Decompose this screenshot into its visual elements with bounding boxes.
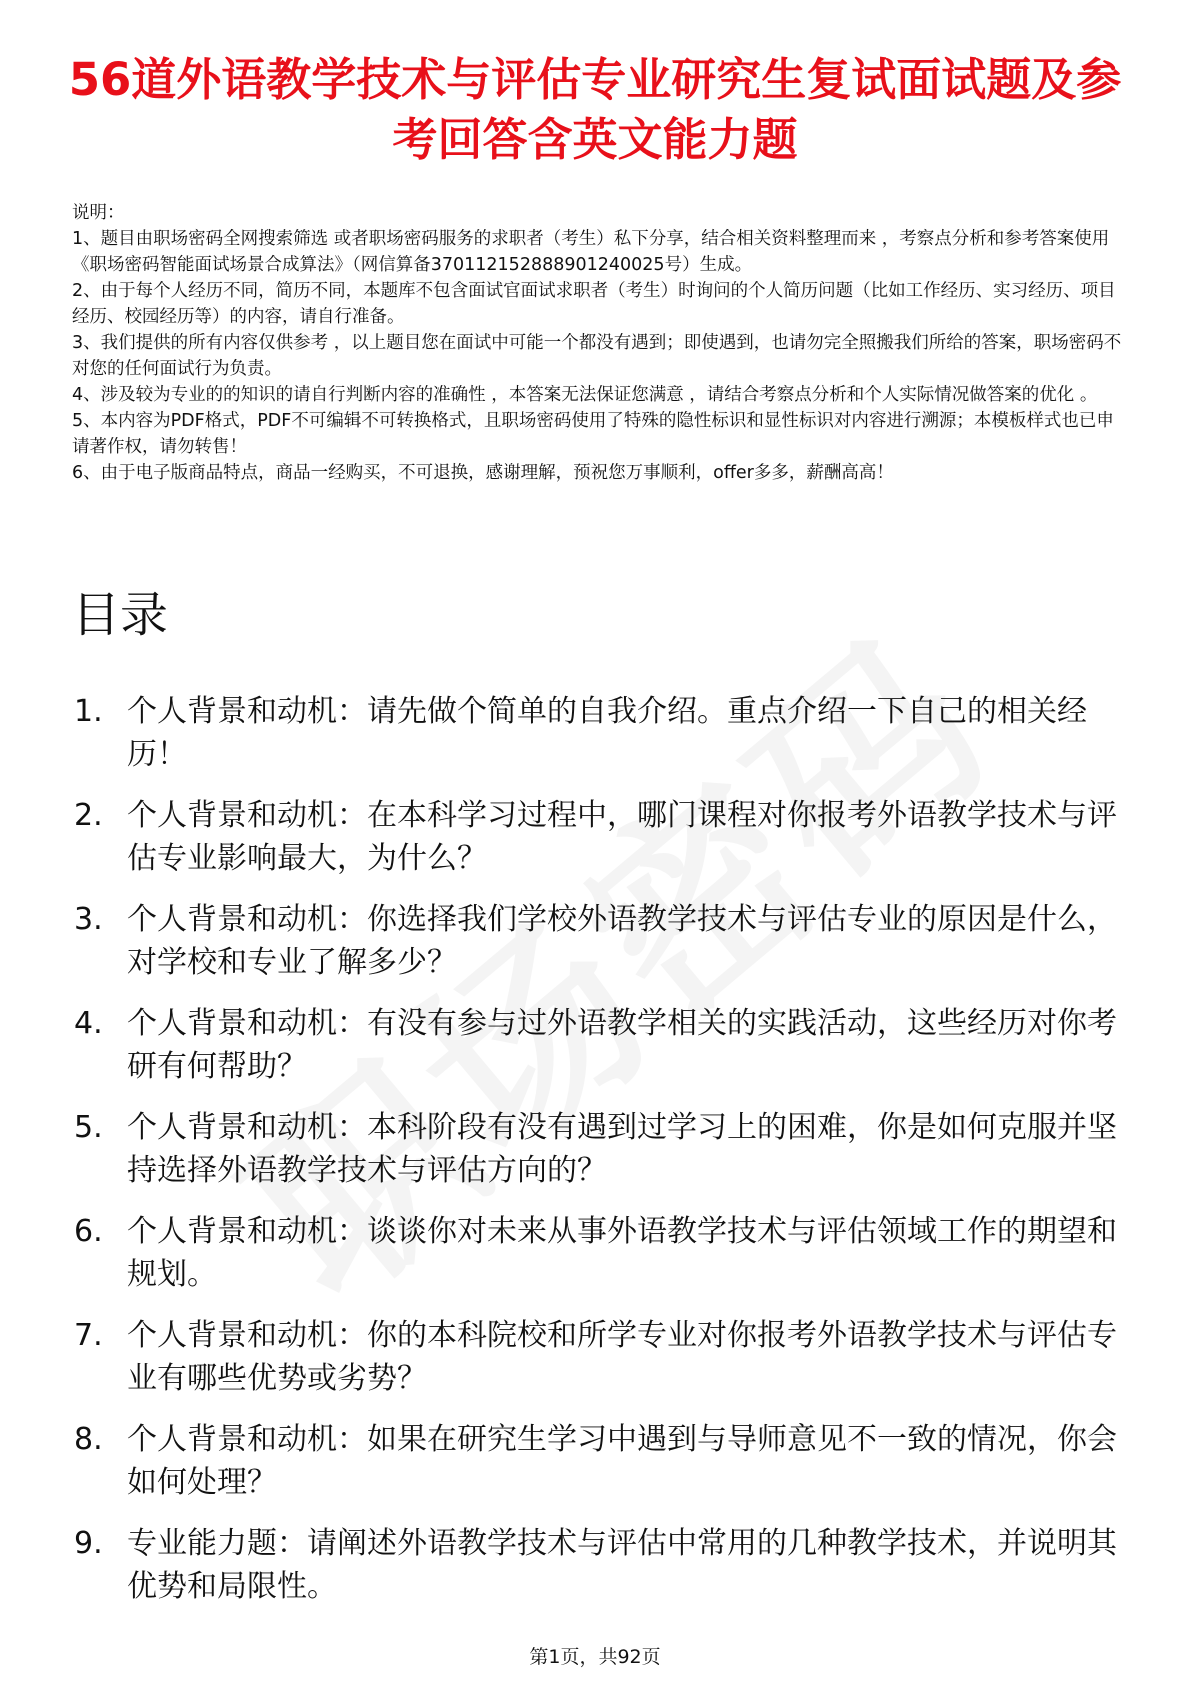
- toc-item[interactable]: [72, 794, 1132, 880]
- toc-item-number: 1.: [74, 694, 103, 729]
- toc-item-number: 5.: [74, 1110, 103, 1145]
- toc-item[interactable]: [72, 1210, 1132, 1296]
- toc-item-number: 8.: [74, 1422, 103, 1457]
- toc-item-text: 个人背景和动机：本科阶段有没有遇到过学习上的困难，你是如何克服并坚持选择外语教学技术与评估方向的？: [127, 1110, 1117, 1188]
- instruction-item-6: 6、由于电子版商品特点，商品一经购买，不可退换，感谢理解，预祝您万事顺利，offer多多，薪酬高高！: [72, 463, 894, 483]
- toc-item[interactable]: [72, 1418, 1132, 1504]
- toc-item[interactable]: [72, 1314, 1132, 1400]
- instruction-item-2: 2、由于每个人经历不同，简历不同，本题库不包含面试官面试求职者（考生）时询问的个人简历问题（比如工作经历、实习经历、项目经历、校园经历等）的内容，请自行准备。: [72, 281, 1116, 327]
- instruction-item-5: 5、本内容为PDF格式，PDF不可编辑不可转换格式，且职场密码使用了特殊的隐性标识和显性标识对内容进行溯源；本模板样式也已申请著作权，请勿转售！: [72, 411, 1114, 457]
- toc-item-number: 6.: [74, 1214, 103, 1249]
- toc-item-text: 个人背景和动机：如果在研究生学习中遇到与导师意见不一致的情况，你会如何处理？: [127, 1422, 1117, 1500]
- toc-item-text: 个人背景和动机：你选择我们学校外语教学技术与评估专业的原因是什么，对学校和专业了解多少？: [127, 902, 1117, 980]
- toc-item-text: 个人背景和动机：有没有参与过外语教学相关的实践活动，这些经历对你考研有何帮助？: [127, 1006, 1117, 1084]
- toc-item-text: 个人背景和动机：请先做个简单的自我介绍。重点介绍一下自己的相关经历！: [127, 694, 1087, 772]
- toc-item-text: 个人背景和动机：谈谈你对未来从事外语教学技术与评估领域工作的期望和规划。: [127, 1214, 1117, 1292]
- instruction-item-3: 3、我们提供的所有内容仅供参考 ，以上题目您在面试中可能一个都没有遇到；即使遇到，也请勿完全照搬我们所给的答案，职场密码不对您的任何面试行为负责。: [72, 333, 1122, 379]
- instructions-section: [72, 200, 1122, 486]
- toc-item-number: 9.: [74, 1526, 103, 1561]
- toc-item[interactable]: [72, 690, 1132, 776]
- page-number-footer: 第1页，共92页: [529, 1646, 661, 1668]
- toc-item-text: 个人背景和动机：你的本科院校和所学专业对你报考外语教学技术与评估专业有哪些优势或劣势？: [127, 1318, 1117, 1396]
- toc-item-number: 7.: [74, 1318, 103, 1353]
- toc-item-text: 个人背景和动机：在本科学习过程中，哪门课程对你报考外语教学技术与评估专业影响最大，为什么？: [127, 798, 1117, 876]
- toc-item[interactable]: [72, 1002, 1132, 1088]
- toc-heading: 目录: [72, 587, 169, 643]
- toc-item[interactable]: [72, 898, 1132, 984]
- instruction-item-4: 4、涉及较为专业的的知识的请自行判断内容的准确性 ，本答案无法保证您满意 ，请结合考察点分析和个人实际情况做答案的优化 。: [72, 385, 1098, 405]
- toc-item-number: 2.: [74, 798, 103, 833]
- document-title: 56道外语教学技术与评估专业研究生复试面试题及参考回答含英文能力题: [68, 53, 1122, 166]
- toc-item-number: 4.: [74, 1006, 103, 1041]
- toc-item[interactable]: [72, 1106, 1132, 1192]
- toc-item[interactable]: [72, 1522, 1132, 1608]
- instruction-item-1: 1、题目由职场密码全网搜索筛选 或者职场密码服务的求职者（考生）私下分享，结合相关资料整理而来 ，考察点分析和参考答案使用《职场密码智能面试场景合成算法》（网信算备370112152888901240025号）生成。: [72, 229, 1110, 275]
- instructions-heading: 说明：: [72, 203, 125, 223]
- toc-list: [72, 690, 1132, 1626]
- toc-item-number: 3.: [74, 902, 103, 937]
- toc-item-text: 专业能力题：请阐述外语教学技术与评估中常用的几种教学技术，并说明其优势和局限性。: [127, 1526, 1117, 1604]
